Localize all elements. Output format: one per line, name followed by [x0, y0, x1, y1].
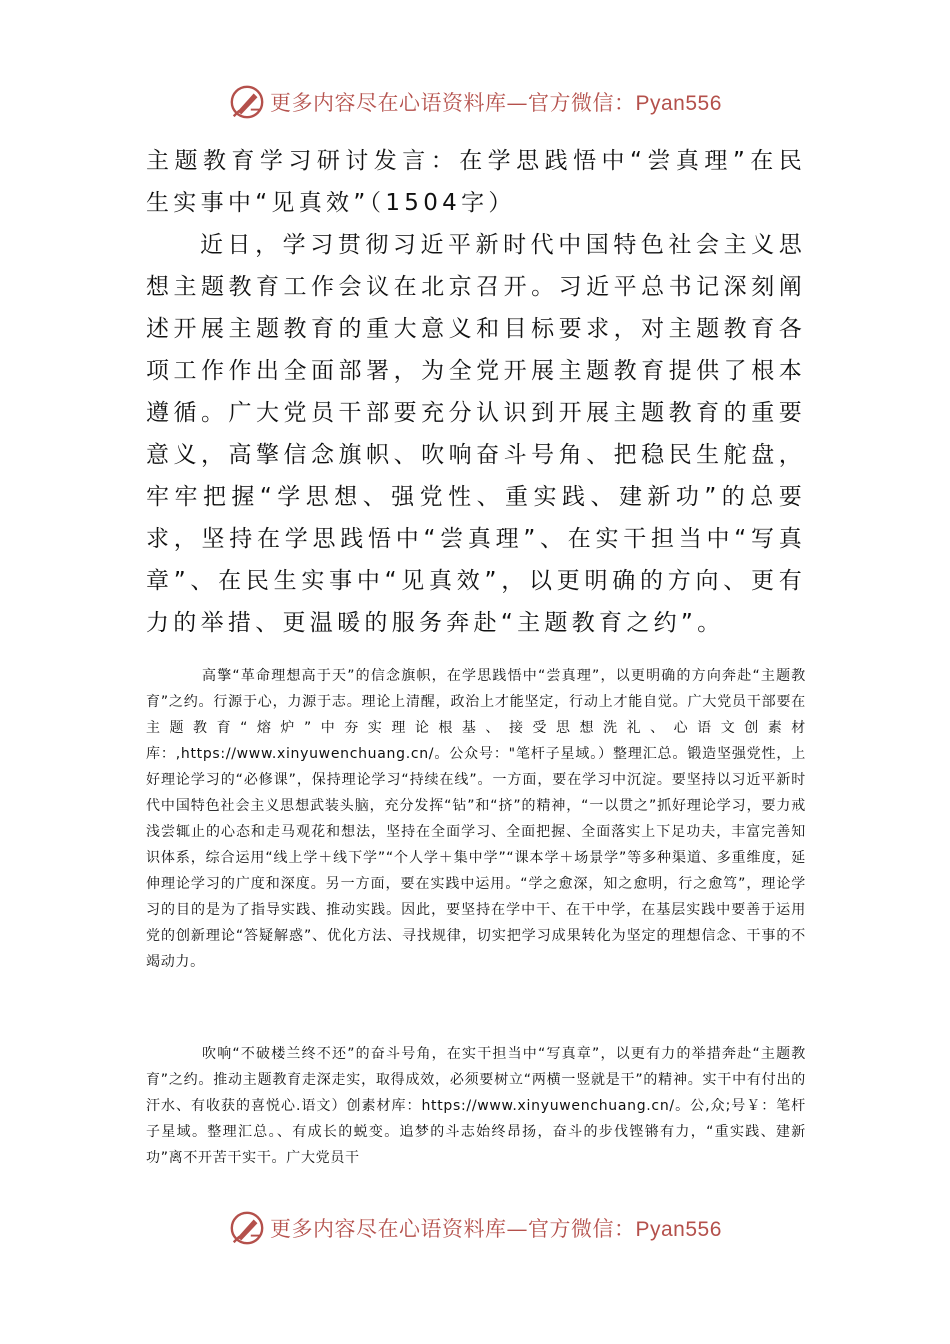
header-banner: [228, 80, 748, 124]
banner-text: 更多内容尽在心语资料库—官方微信：Pyan556: [270, 1217, 722, 1241]
document-title: 主题教育学习研讨发言：在学思践悟中“尝真理”在民生实事中“见真效”（1504字）: [146, 148, 806, 216]
pen-seal-icon: [228, 83, 266, 121]
body-paragraph-2: 吹响“不破楼兰终不还”的奋斗号角，在实干担当中“写真章”，以更有力的举措奔赴“主题教育”之约。推动主题教育走深走实，取得成效，必须要树立“两横一竖就是干”的精神。实干中有付出的汗水、有收获的喜悦心.语文）创素材库：https://www.xinyuwenchuang.cn/。公,众;号￥：笔杆子星域。整理汇总。、有成长的蜕变。追梦的斗志始终昂扬，奋斗的步伐铿锵有力，“重实践、建新功”离不开苦干实干。广大党员干: [146, 1046, 806, 1166]
banner-text: 更多内容尽在心语资料库—官方微信：Pyan556: [270, 91, 722, 115]
pen-seal-icon: [228, 1209, 266, 1247]
intro-paragraph: 近日，学习贯彻习近平新时代中国特色社会主义思想主题教育工作会议在北京召开。习近平总书记深刻阐述开展主题教育的重大意义和目标要求，对主题教育各项工作作出全面部署，为全党开展主题教育提供了根本遵循。广大党员干部要充分认识到开展主题教育的重要意义，高擎信念旗帜、吹响奋斗号角、把稳民生舵盘，牢牢把握“学思想、强党性、重实践、建新功”的总要求，坚持在学思践悟中“尝真理”、在实干担当中“写真章”、在民生实事中“见真效”，以更明确的方向、更有力的举措、更温暖的服务奔赴“主题教育之约”。: [146, 232, 806, 636]
footer-banner: [228, 1206, 748, 1250]
body-paragraph-1: 高擎“革命理想高于天”的信念旗帜，在学思践悟中“尝真理”，以更明确的方向奔赴“主题教育”之约。行源于心，力源于志。理论上清醒，政治上才能坚定，行动上才能自觉。广大党员干部要在主题教育“熔炉”中夯实理论根基、接受思想洗礼、心语文创素材库：,https://www.xinyuwenchuang.cn/。公众号："笔杆子星域。）整理汇总。锻造坚强党性，上好理论学习的“必修课”，保持理论学习“持续在线”。一方面，要在学习中沉淀。要坚持以习近平新时代中国特色社会主义思想武装头脑，充分发挥“钻”和“挤”的精神，“一以贯之”抓好理论学习，要力戒浅尝辄止的心态和走马观花和想法，坚持在全面学习、全面把握、全面落实上下足功夫，丰富完善知识体系，综合运用“线上学＋线下学”“个人学＋集中学”“课本学＋场景学”等多种渠道、多重维度，延伸理论学习的广度和深度。另一方面，要在实践中运用。“学之愈深，知之愈明，行之愈笃”，理论学习的目的是为了指导实践、推动实践。因此，要坚持在学中干、在干中学，在基层实践中要善于运用党的创新理论“答疑解惑”、优化方法、寻找规律，切实把学习成果转化为坚定的理想信念、干事的不竭动力。: [146, 668, 806, 970]
